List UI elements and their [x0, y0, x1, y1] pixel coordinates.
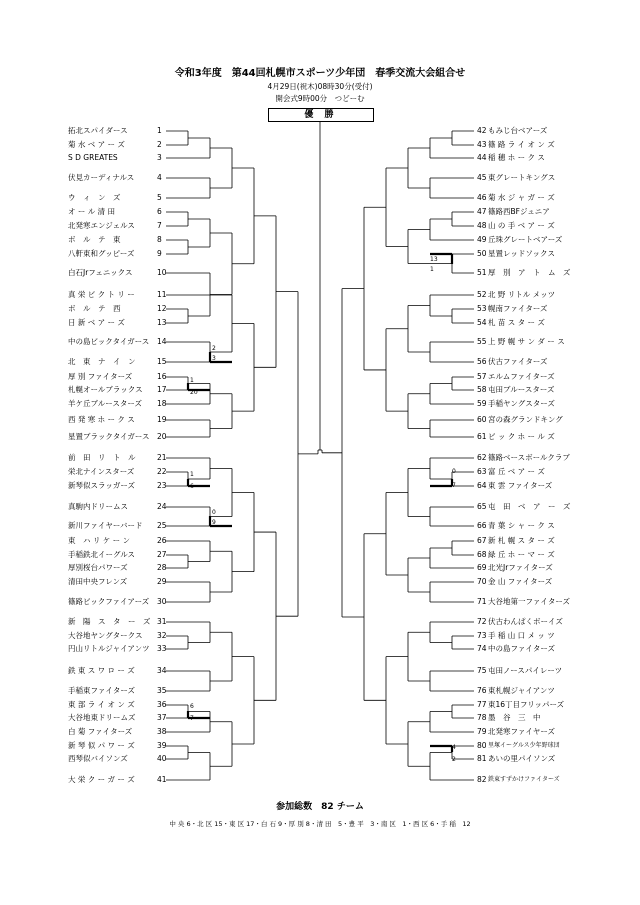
- right-team-name: 菊 水 ジ ャ ガ ー ズ: [488, 193, 555, 202]
- right-team-number: 48: [477, 221, 487, 230]
- right-team-number: 42: [477, 126, 487, 135]
- right-team-name: 篠路西BFジュニア: [488, 207, 550, 216]
- right-team-name: 伏古ファイターズ: [488, 357, 548, 366]
- left-team-number: 14: [157, 337, 167, 346]
- score-top: 6: [190, 703, 194, 710]
- right-team-name: 北 野 リトル メッツ: [488, 290, 556, 299]
- left-team-number: 38: [157, 727, 167, 736]
- schedule-date: 4月29日(祝木)08時30分(受付): [267, 82, 373, 91]
- left-team-number: 11: [157, 290, 167, 299]
- left-team-number: 30: [157, 597, 167, 606]
- left-team-name: 新川ファイヤーバード: [68, 521, 143, 530]
- left-team-number: 4: [157, 173, 162, 182]
- left-team-name: オ ー ル 清 田: [68, 207, 116, 216]
- right-team-name: 東 雲 ファイターズ: [488, 481, 553, 490]
- right-team-number: 52: [477, 290, 487, 299]
- left-team-name: 厚別桜台パワーズ: [68, 563, 128, 572]
- left-team-number: 19: [157, 415, 167, 424]
- left-team-name: 真 栄 ビ ク ト リ ー: [68, 290, 135, 299]
- left-team-number: 31: [157, 617, 167, 626]
- total-participants: 参加総数 82 チーム: [276, 802, 364, 812]
- left-team-name: ボ ル テ 西: [68, 304, 121, 313]
- left-team-name: 大谷地ヤングタークス: [68, 631, 143, 640]
- right-team-name: 星置レッドソックス: [488, 249, 555, 258]
- left-team-name: 新 陽 ス タ ー ズ: [68, 617, 151, 626]
- right-team-name: 宮の森グランドキング: [488, 415, 563, 424]
- left-team-name: 中の島ビックタイガース: [68, 337, 150, 346]
- right-team-name: 東札幌ジャイアンツ: [488, 686, 555, 695]
- right-team-name: もみじ台ベアーズ: [488, 126, 548, 135]
- score-bottom: 20: [190, 389, 198, 396]
- left-team-name: 手稲鉄北イーグルス: [68, 550, 136, 559]
- left-team-name: ウ ィ ン ズ: [68, 193, 121, 202]
- right-team-name: 屯田ブルースターズ: [488, 385, 555, 394]
- score-bottom: 3: [212, 355, 216, 362]
- right-team-name: 青 葉 シ ャ ー ク ス: [488, 521, 555, 530]
- left-team-name: 手稲東ファイターズ: [68, 686, 135, 695]
- left-team-name: 大 栄 ク ー ガ ー ズ: [68, 775, 135, 784]
- right-team-number: 58: [477, 385, 487, 394]
- right-team-name: 新 札 幌 ス タ ー ズ: [488, 536, 555, 545]
- right-team-number: 44: [477, 153, 487, 162]
- left-team-number: 24: [157, 502, 167, 511]
- score-top: 0: [452, 468, 456, 475]
- left-team-name: ボ ル テ 東: [68, 235, 121, 244]
- right-team-number: 76: [477, 686, 487, 695]
- right-team-name: 北光Jrファイターズ: [488, 563, 553, 572]
- score-top: 1: [190, 377, 194, 384]
- right-team-number: 47: [477, 207, 487, 216]
- score-bottom: 2: [452, 756, 456, 763]
- right-team-name: 中の島ファイターズ: [488, 644, 555, 653]
- score-bottom: 6: [190, 483, 194, 490]
- score-bottom: 1: [430, 266, 434, 273]
- left-team-number: 5: [157, 193, 162, 202]
- score-bottom: 7: [190, 715, 194, 722]
- right-team-name: 稲 穂 ホ ー ク ス: [488, 153, 545, 162]
- right-team-name: 東グレートキングス: [488, 173, 556, 182]
- right-team-name: 篠 路 ラ イ オ ン ズ: [488, 140, 555, 149]
- left-team-name: 厚 別 ファイターズ: [68, 372, 133, 381]
- right-team-number: 67: [477, 536, 487, 545]
- score-bottom: 7: [452, 482, 456, 489]
- right-team-name: 上 野 幌 サ ン ダ ー ス: [488, 337, 565, 346]
- right-team-number: 78: [477, 713, 487, 722]
- right-team-number: 79: [477, 727, 487, 736]
- right-team-number: 65: [477, 502, 487, 511]
- champion-box: 優 勝: [268, 108, 374, 122]
- right-team-number: 50: [477, 249, 487, 258]
- right-team-name: 富 丘 ベ ア ー ズ: [488, 467, 545, 476]
- left-team-number: 28: [157, 563, 167, 572]
- right-team-name: 手 稲 山 口 メ ッ ツ: [488, 631, 555, 640]
- left-team-number: 12: [157, 304, 167, 313]
- left-team-name: 八軒東和グッピーズ: [68, 249, 135, 258]
- left-team-name: 清田中央フレンズ: [68, 577, 128, 586]
- right-team-number: 70: [477, 577, 487, 586]
- right-team-number: 49: [477, 235, 487, 244]
- left-team-number: 36: [157, 700, 167, 709]
- right-team-name: 北発寒ファイヤーズ: [488, 727, 555, 736]
- left-team-name: 北 東 ナ イ ン: [68, 357, 136, 366]
- right-team-number: 64: [477, 481, 487, 490]
- left-team-name: 星置ブラックタイガース: [68, 432, 150, 441]
- right-team-name: 緑 丘 ホ ー マ ー ズ: [488, 550, 555, 559]
- left-team-number: 16: [157, 372, 167, 381]
- page-title: 令和3年度 第44回札幌市スポーツ少年団 春季交流大会組合せ: [174, 68, 466, 79]
- left-team-number: 41: [157, 775, 167, 784]
- right-team-number: 68: [477, 550, 487, 559]
- right-team-number: 59: [477, 399, 487, 408]
- score-top: 1: [190, 471, 194, 478]
- right-team-name: 鉄東すずかけファイターズ: [488, 776, 560, 783]
- left-team-number: 22: [157, 467, 167, 476]
- left-team-number: 37: [157, 713, 167, 722]
- left-team-name: 東 ハ リ ケ ー ン: [68, 536, 131, 545]
- right-team-name: 幌南ファイターズ: [488, 304, 548, 313]
- score-bottom: 9: [212, 519, 216, 526]
- right-team-number: 62: [477, 453, 487, 462]
- right-team-number: 82: [477, 775, 487, 784]
- left-team-number: 17: [157, 385, 167, 394]
- left-team-number: 6: [157, 207, 162, 216]
- right-team-number: 69: [477, 563, 487, 572]
- right-team-number: 60: [477, 415, 487, 424]
- left-team-number: 20: [157, 432, 167, 441]
- right-team-name: 金 山 ファイターズ: [488, 577, 553, 586]
- opening-ceremony: 開会式9時00分 つどーむ: [275, 94, 365, 103]
- right-team-name: 札 苗 ス タ ー ズ: [488, 318, 545, 327]
- score-top: 4: [452, 744, 456, 751]
- right-team-number: 43: [477, 140, 487, 149]
- left-team-number: 8: [157, 235, 162, 244]
- right-team-name: 東16丁目フリッパーズ: [488, 700, 565, 709]
- right-team-number: 73: [477, 631, 487, 640]
- right-team-name: 屯 田 ベ ア ー ズ: [488, 502, 571, 511]
- left-team-number: 39: [157, 741, 167, 750]
- left-team-name: 白 菊 ファイターズ: [68, 727, 133, 736]
- right-team-number: 77: [477, 700, 487, 709]
- right-team-number: 51: [477, 268, 487, 277]
- right-team-name: 伏古わんぱくボーイズ: [488, 617, 563, 626]
- right-team-number: 56: [477, 357, 487, 366]
- right-team-number: 71: [477, 597, 487, 606]
- left-team-name: 菊 水 ベ ア ー ズ: [68, 140, 125, 149]
- right-team-name: ビ ッ ク ホ ー ル ズ: [488, 432, 555, 441]
- right-team-name: あいの里パイソンズ: [488, 754, 556, 763]
- right-team-name: 丘珠グレートベアーズ: [488, 235, 563, 244]
- left-team-name: 大谷地東ドリームズ: [68, 713, 136, 722]
- left-team-name: S D GREATES: [68, 153, 118, 162]
- left-team-name: 前 田 リ ト ル: [68, 453, 136, 462]
- left-team-number: 23: [157, 481, 167, 490]
- left-team-name: 札幌オールブラックス: [68, 385, 143, 394]
- left-team-number: 2: [157, 140, 162, 149]
- right-team-number: 81: [477, 754, 487, 763]
- left-team-number: 18: [157, 399, 167, 408]
- right-team-name: エルムファイターズ: [488, 372, 555, 381]
- right-team-name: 篠路ベースボールクラブ: [488, 453, 570, 462]
- left-team-number: 15: [157, 357, 167, 366]
- left-team-name: 新琴似スラッガーズ: [68, 481, 135, 490]
- right-team-name: 大谷地第一ファイターズ: [488, 597, 570, 606]
- right-team-name: 山 の 手 ベ ア ー ズ: [488, 221, 555, 230]
- left-team-number: 21: [157, 453, 167, 462]
- left-team-number: 1: [157, 126, 162, 135]
- left-team-name: 西琴似バイソンズ: [68, 754, 128, 763]
- left-team-name: 新 琴 似 パ ワ ー ズ: [68, 741, 135, 750]
- left-team-name: 栄北ナインスターズ: [68, 467, 135, 476]
- district-breakdown: 中 央 6・北 区 15・東 区 17・白 石 9・厚 別 8・清 田 5・豊 平 3・南 区 1・西 区 6・手 稲 12: [169, 820, 471, 828]
- left-team-name: 篠路ビックファイアーズ: [68, 597, 150, 606]
- right-team-number: 54: [477, 318, 487, 327]
- left-team-name: 真駒内ドリームス: [68, 502, 128, 511]
- score-top: 13: [430, 256, 438, 263]
- score-top: 0: [212, 509, 216, 516]
- left-team-name: 西 発 寒 ホ ー ク ス: [68, 415, 135, 424]
- left-team-name: 日 新 ベ ア ー ズ: [68, 318, 125, 327]
- left-team-number: 25: [157, 521, 167, 530]
- left-team-name: 円山リトルジャイアンツ: [68, 644, 150, 653]
- right-team-number: 75: [477, 666, 487, 675]
- left-team-number: 34: [157, 666, 167, 675]
- right-team-name: 墨 谷 三 中: [488, 713, 541, 722]
- left-team-name: 羊ケ丘ブルースターズ: [68, 399, 142, 408]
- right-team-number: 55: [477, 337, 487, 346]
- right-team-number: 61: [477, 432, 487, 441]
- right-team-number: 66: [477, 521, 487, 530]
- left-team-number: 7: [157, 221, 162, 230]
- right-team-number: 80: [477, 741, 487, 750]
- left-team-number: 35: [157, 686, 167, 695]
- left-team-name: 拓北スパイダース: [68, 126, 128, 135]
- left-team-name: 北発寒エンジェルス: [68, 221, 135, 230]
- right-team-name: 手稲ヤングスターズ: [488, 399, 555, 408]
- right-team-number: 74: [477, 644, 487, 653]
- left-team-number: 26: [157, 536, 167, 545]
- right-team-name: 屯田ノースパイレーツ: [488, 666, 563, 675]
- right-team-number: 46: [477, 193, 487, 202]
- right-team-name: 里塚イーグルス少年野球団: [488, 742, 560, 749]
- left-team-number: 27: [157, 550, 167, 559]
- right-team-number: 45: [477, 173, 487, 182]
- left-team-number: 40: [157, 754, 167, 763]
- left-team-name: 伏見カーディナルス: [68, 173, 135, 182]
- left-team-number: 9: [157, 249, 162, 258]
- left-team-number: 29: [157, 577, 167, 586]
- left-team-number: 10: [157, 268, 167, 277]
- right-team-number: 57: [477, 372, 487, 381]
- score-top: 2: [212, 345, 216, 352]
- left-team-name: 鉄 東 ス ワ ロ ー ズ: [68, 666, 135, 675]
- right-team-name: 厚 別 ア ト ム ズ: [488, 268, 571, 277]
- left-team-number: 3: [157, 153, 162, 162]
- right-team-number: 53: [477, 304, 487, 313]
- right-team-number: 63: [477, 467, 487, 476]
- left-team-number: 32: [157, 631, 167, 640]
- left-team-number: 33: [157, 644, 167, 653]
- left-team-name: 白石Jrフェニックス: [68, 268, 133, 277]
- left-team-name: 東 部 ラ イ オ ン ズ: [68, 700, 135, 709]
- right-team-number: 72: [477, 617, 487, 626]
- left-team-number: 13: [157, 318, 167, 327]
